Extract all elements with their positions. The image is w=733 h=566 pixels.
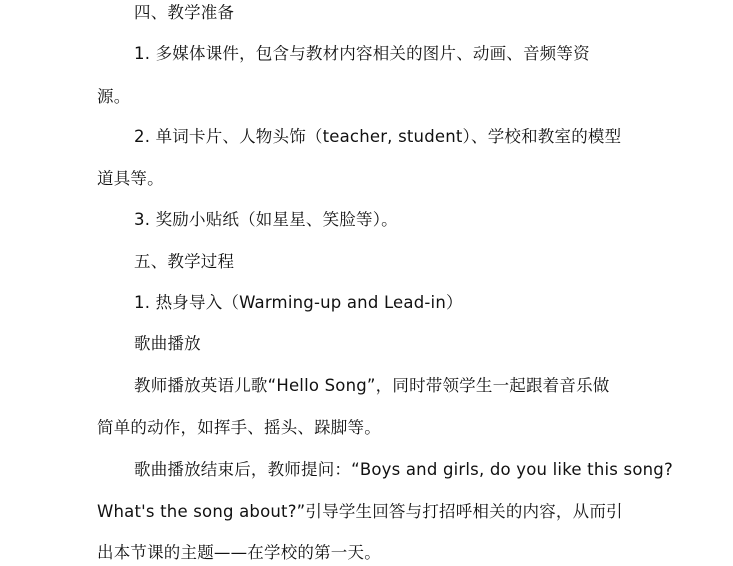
section-4-heading: 四、教学准备 xyxy=(134,3,235,22)
prep-item-3: 3. 奖励小贴纸（如星星、笑脸等）。 xyxy=(134,210,398,229)
paragraph-2-line-2: What's the song about?”引导学生回答与打招呼相关的内容，从而引 xyxy=(97,502,623,521)
section-5-heading: 五、教学过程 xyxy=(134,252,235,271)
prep-item-2-line-2: 道具等。 xyxy=(97,169,164,188)
paragraph-2-line-3: 出本节课的主题——在学校的第一天。 xyxy=(97,543,381,562)
prep-item-1-line-1: 1. 多媒体课件，包含与教材内容相关的图片、动画、音频等资 xyxy=(134,44,590,63)
paragraph-1-line-1: 教师播放英语儿歌“Hello Song”，同时带领学生一起跟着音乐做 xyxy=(134,376,610,395)
paragraph-1-line-2: 简单的动作，如挥手、摇头、跺脚等。 xyxy=(97,418,381,437)
prep-item-1-line-2: 源。 xyxy=(97,87,131,106)
prep-item-2-line-1: 2. 单词卡片、人物头饰（teacher, student）、学校和教室的模型 xyxy=(134,127,622,146)
step-1-heading: 1. 热身导入（Warming-up and Lead-in） xyxy=(134,293,463,312)
subheading-song-playback: 歌曲播放 xyxy=(134,334,201,353)
paragraph-2-line-1: 歌曲播放结束后，教师提问：“Boys and girls, do you like this song? xyxy=(134,460,673,479)
